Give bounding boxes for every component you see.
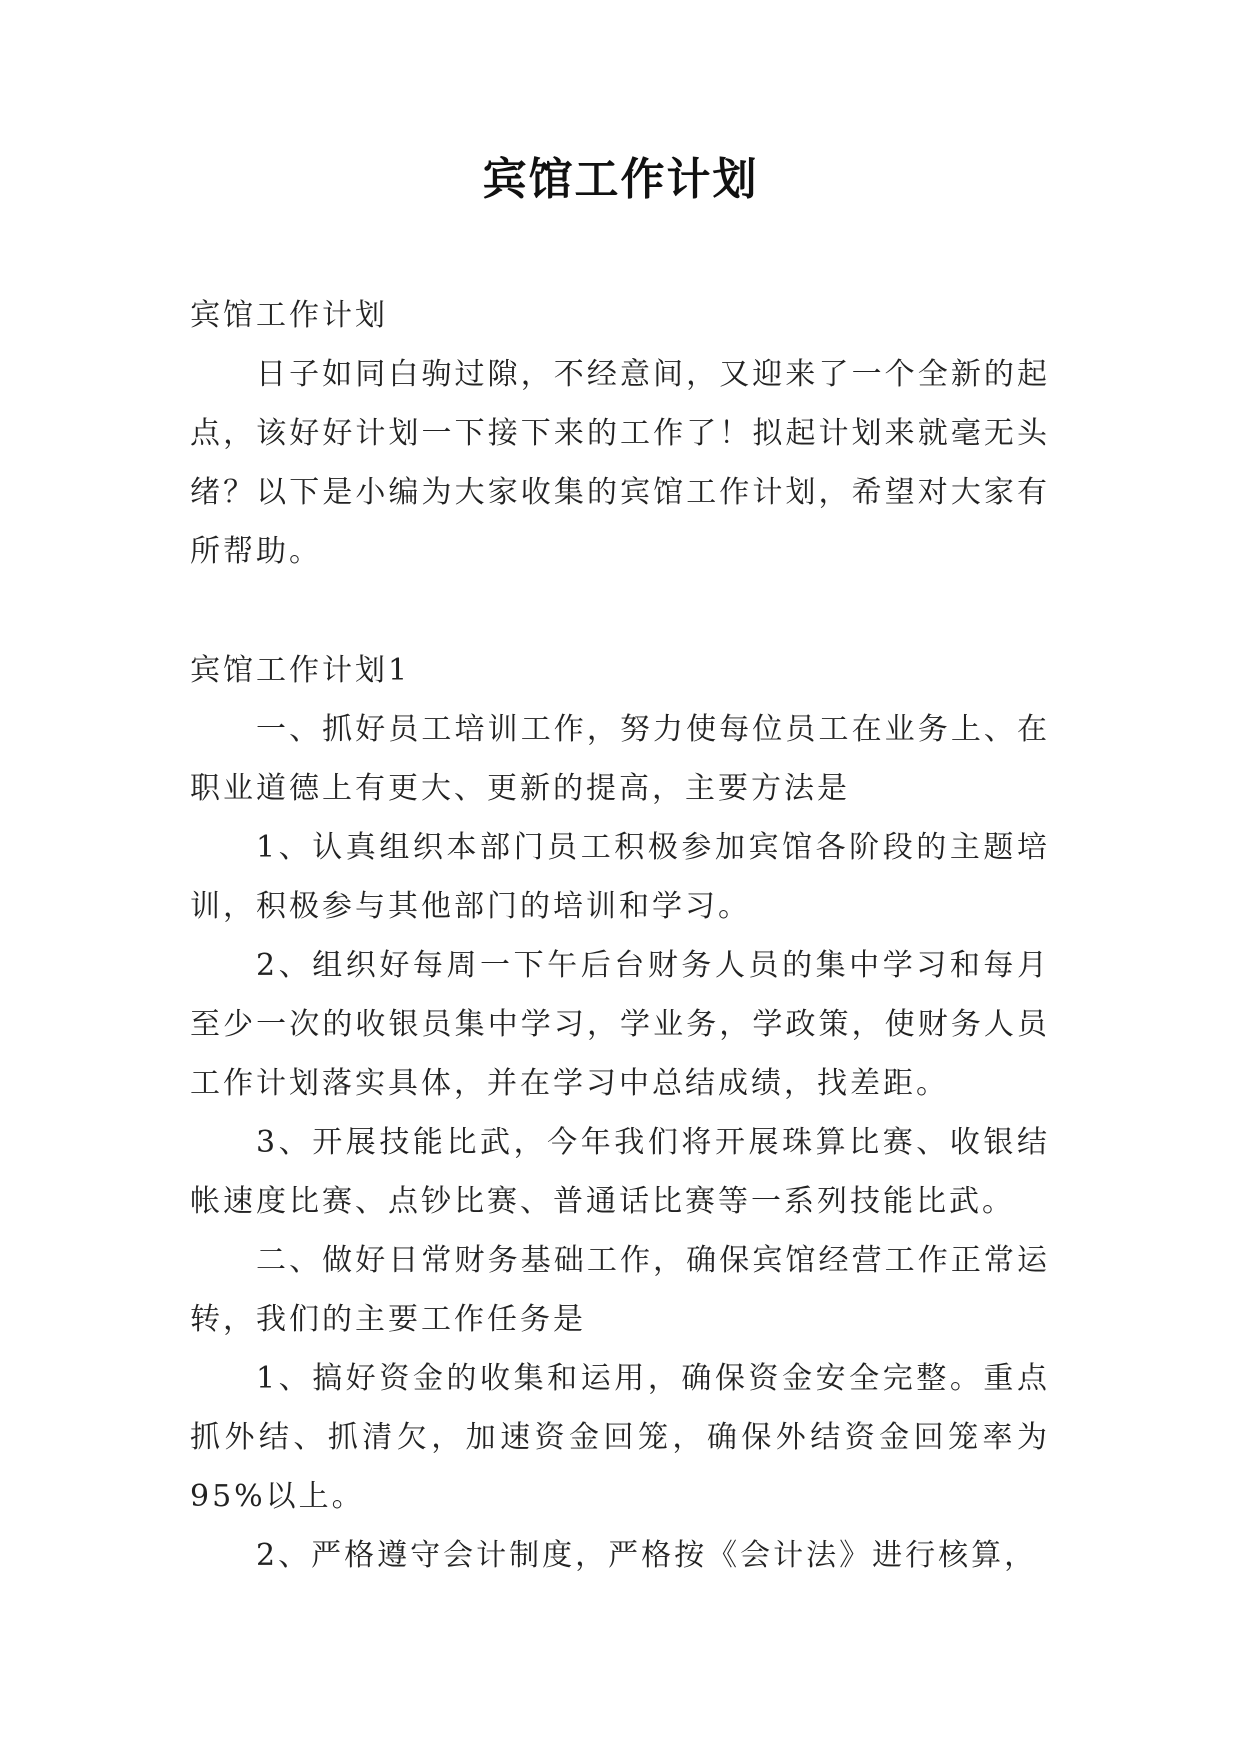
paragraph: 1、认真组织本部门员工积极参加宾馆各阶段的主题培训，积极参与其他部门的培训和学习。 [190,830,1050,924]
paragraph: 2、严格遵守会计制度，严格按《会计法》进行核算， [256,1538,1038,1573]
paragraph: 2、组织好每周一下午后台财务人员的集中学习和每月至少一次的收银员集中学习，学业务，学政策，使财务人员工作计划落实具体，并在学习中总结成绩，找差距。 [190,948,1050,1101]
intro-paragraph: 日子如同白驹过隙，不经意间，又迎来了一个全新的起点，该好好计划一下接下来的工作了！拟起计划来就毫无头绪？以下是小编为大家收集的宾馆工作计划，希望对大家有所帮助。 [190,357,1050,569]
paragraph: 一、抓好员工培训工作，努力使每位员工在业务上、在职业道德上有更大、更新的提高，主要方法是 [190,712,1050,806]
paragraph: 1、搞好资金的收集和运用，确保资金安全完整。重点抓外结、抓清欠，加速资金回笼，确保外结资金回笼率为95%以上。 [190,1361,1050,1514]
document-body [190,286,1050,1585]
section-heading: 宾馆工作计划1 [190,653,411,688]
document-subtitle: 宾馆工作计划 [190,298,388,333]
paragraph: 3、开展技能比武，今年我们将开展珠算比赛、收银结帐速度比赛、点钞比赛、普通话比赛等一系列技能比武。 [190,1125,1050,1219]
document-title: 宾馆工作计划 [482,154,759,205]
paragraph: 二、做好日常财务基础工作，确保宾馆经营工作正常运转，我们的主要工作任务是 [190,1243,1050,1337]
